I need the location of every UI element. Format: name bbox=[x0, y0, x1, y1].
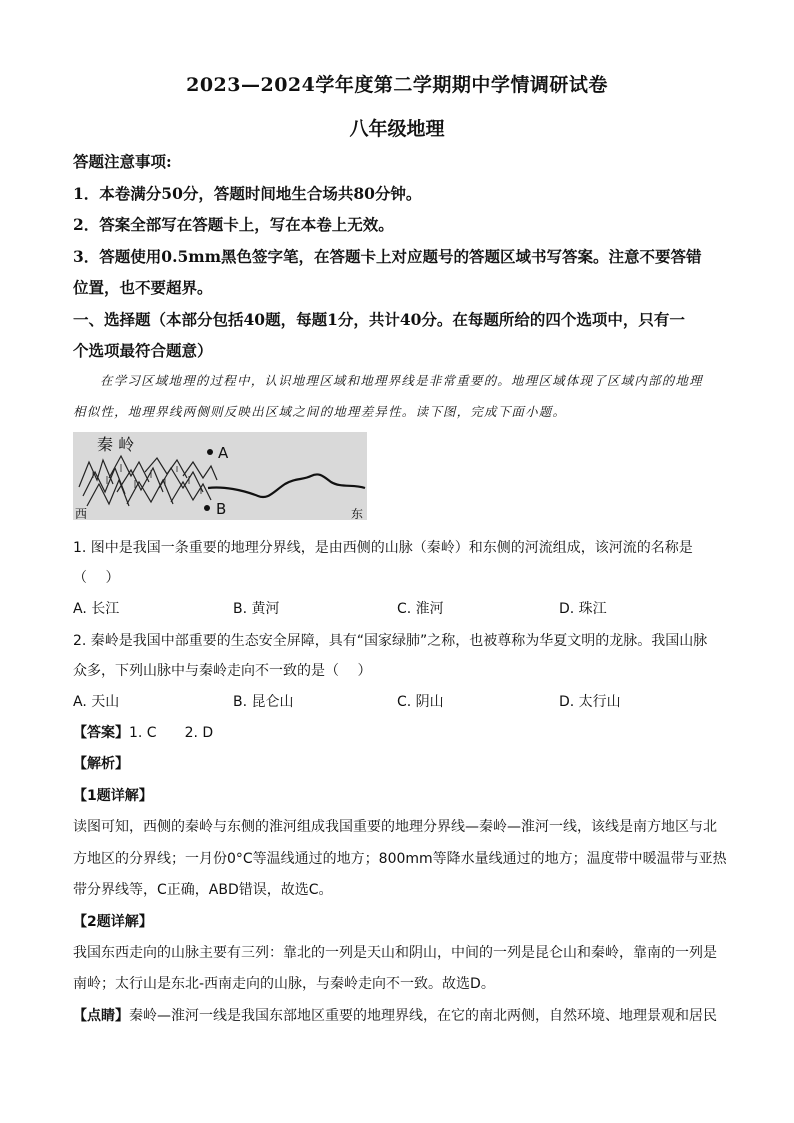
answer-value: 1. C 2. D bbox=[129, 725, 214, 741]
exam-subtitle: 八年级地理 bbox=[349, 118, 445, 140]
question-2-stem: 2. 秦岭是我国中部重要的生态安全屏障，具有“国家绿肺”之称，也被尊称为华夏文明的龙脉。我国山脉 bbox=[73, 633, 708, 649]
question-1-option-a: A. 长江 bbox=[73, 601, 120, 617]
detail-2-line-2: 南岭；太行山是东北-西南走向的山脉，与秦岭走向不一致。故选D。 bbox=[73, 976, 495, 992]
detail-1-line-3: 带分界线等，C正确，ABD错误，故选C。 bbox=[73, 882, 333, 898]
tip-text: 秦岭—淮河一线是我国东部地区重要的地理界线，在它的南北两侧，自然环境、地理景观和居民 bbox=[129, 1008, 717, 1024]
question-1-option-d: D. 珠江 bbox=[559, 601, 607, 617]
question-2-stem-cont: 众多，下列山脉中与秦岭走向不一致的是（ ） bbox=[73, 663, 372, 679]
question-1-option-b: B. 黄河 bbox=[233, 601, 280, 617]
detail-2-line-1: 我国东西走向的山脉主要有三列：靠北的一列是天山和阴山，中间的一列是昆仑山和秦岭，靠南的一列是 bbox=[73, 945, 717, 961]
detail-1-line-2: 方地区的分界线；一月份0°C等温线通过的地方；800mm等降水量线通过的地方；温度带中暖温带与亚热 bbox=[73, 851, 727, 867]
question-2-option-d: D. 太行山 bbox=[559, 694, 621, 710]
label-point-a: A bbox=[218, 444, 229, 462]
question-2-option-a: A. 天山 bbox=[73, 694, 120, 710]
point-b-marker bbox=[204, 505, 210, 511]
section-heading: 一、选择题（本部分包括40题，每题1分，共计40分。在每题所给的四个选项中，只有一 bbox=[73, 310, 685, 329]
section-heading-cont: 个选项最符合题意） bbox=[73, 341, 213, 360]
notice-item-1: 1．本卷满分50分，答题时间地生合场共80分钟。 bbox=[73, 184, 422, 203]
question-1-option-c: C. 淮河 bbox=[397, 601, 444, 617]
intro-paragraph-cont: 相似性，地理界线两侧则反映出区域之间的地理差异性。读下图，完成下面小题。 bbox=[73, 404, 567, 419]
question-1-stem: 1. 图中是我国一条重要的地理分界线，是由西侧的山脉（秦岭）和东侧的河流组成，该河流的名称是 bbox=[73, 540, 693, 556]
notice-item-2: 2．答案全部写在答题卡上，写在本卷上无效。 bbox=[73, 215, 394, 234]
analysis-label: 【解析】 bbox=[73, 756, 129, 772]
question-2-option-c: C. 阴山 bbox=[397, 694, 444, 710]
exam-title: 2023—2024学年度第二学期期中学情调研试卷 bbox=[186, 74, 608, 96]
intro-paragraph: 在学习区域地理的过程中，认识地理区域和地理界线是非常重要的。地理区域体现了区域内部的地理 bbox=[100, 373, 703, 388]
label-east: 东 bbox=[351, 507, 364, 520]
label-point-b: B bbox=[216, 500, 227, 518]
notice-item-3: 3．答题使用0.5mm黑色签字笔，在答题卡上对应题号的答题区域书写答案。注意不要答错 bbox=[73, 247, 702, 266]
label-qinling: 秦 岭 bbox=[97, 435, 135, 454]
answer-label: 【答案】 bbox=[73, 725, 129, 741]
detail-1-label: 【1题详解】 bbox=[73, 788, 153, 804]
tip-line bbox=[73, 1005, 717, 1025]
label-west: 西 bbox=[75, 507, 88, 520]
point-a-marker bbox=[207, 449, 213, 455]
notice-heading: 答题注意事项: bbox=[73, 152, 172, 171]
tip-label: 【点睛】 bbox=[73, 1008, 129, 1024]
question-2-option-b: B. 昆仑山 bbox=[233, 694, 294, 710]
detail-2-label: 【2题详解】 bbox=[73, 914, 153, 930]
answer-line bbox=[73, 722, 213, 742]
question-1-stem-cont: （ ） bbox=[73, 570, 120, 586]
detail-1-line-1: 读图可知，西侧的秦岭与东侧的淮河组成我国重要的地理分界线—秦岭—淮河一线，该线是南方地区与北 bbox=[73, 819, 717, 835]
notice-item-3-cont: 位置，也不要超界。 bbox=[73, 278, 213, 297]
qinling-huaihe-map bbox=[73, 432, 367, 520]
